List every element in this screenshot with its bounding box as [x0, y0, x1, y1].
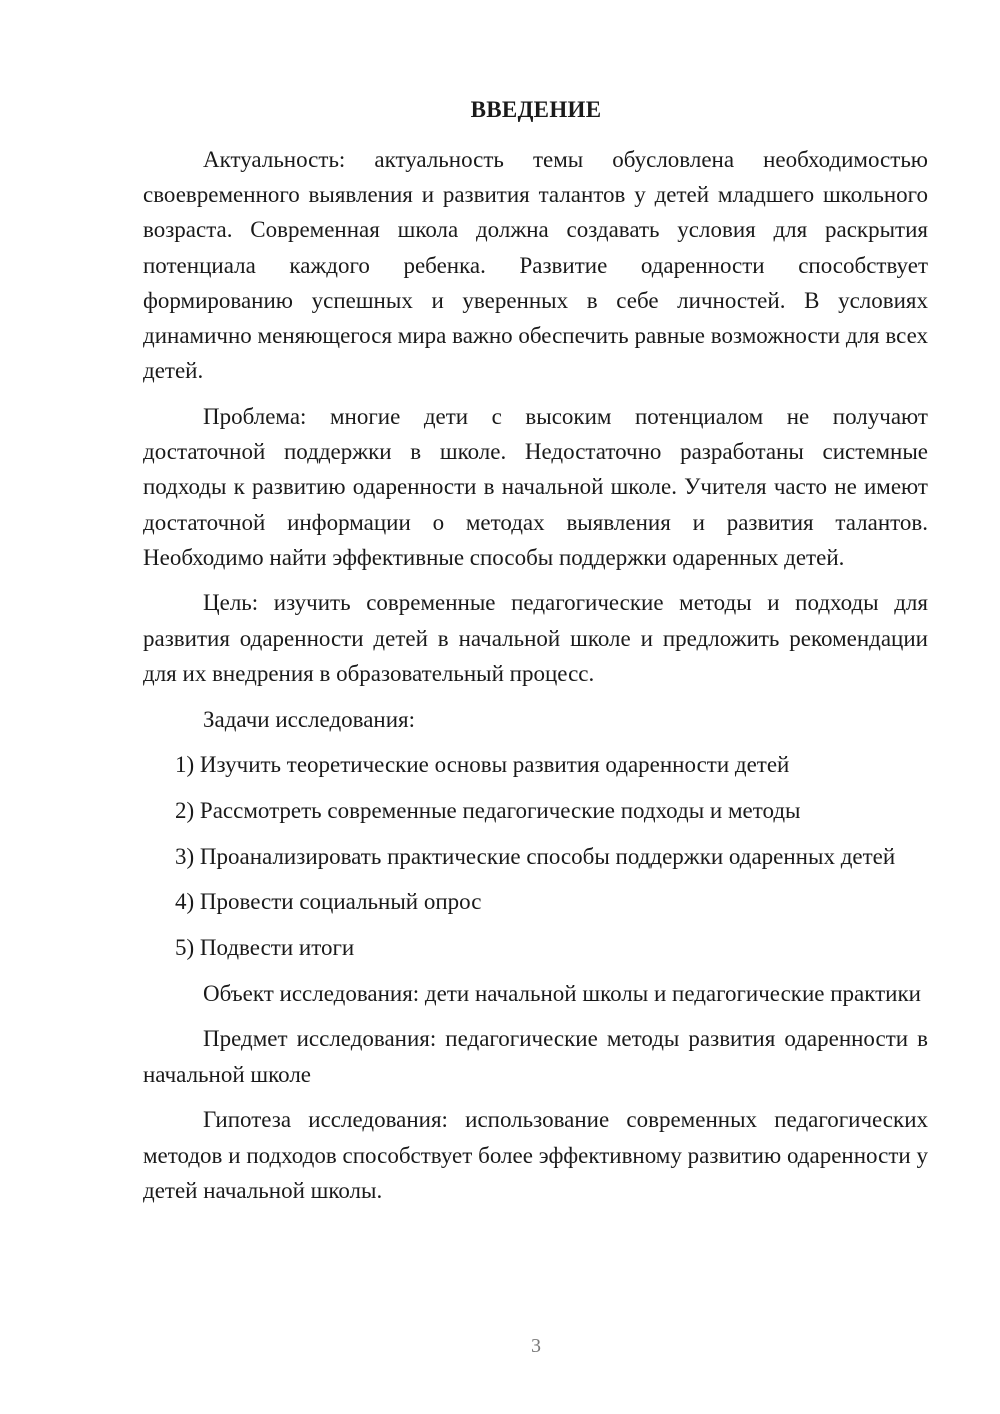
- task-item-5: 5) Подвести итоги: [175, 935, 355, 961]
- paragraph-object: Объект исследования: дети начальной школы и педагогические практики: [203, 980, 921, 1006]
- section-title: ВВЕДЕНИЕ: [470, 97, 602, 122]
- paragraph-tasks-heading: Задачи исследования:: [203, 706, 416, 732]
- task-item-3: 3) Проанализировать практические способы поддержки одаренных детей: [175, 843, 896, 869]
- task-item-2: 2) Рассмотреть современные педагогические подходы и методы: [175, 797, 801, 823]
- paragraph-relevance: Актуальность: актуальность темы обусловлена необходимостью своевременного выявления и развития талантов у детей младшего школьного возраста. Современная школа должна создавать условия для раскрытия потенциала каждого ребенка. Развитие одаренности способствует формированию успешных и уверенных в себе личностей. В условиях динамично меняющегося мира важно обеспечить равные возможности для всех детей.: [143, 147, 928, 384]
- task-item-1: 1) Изучить теоретические основы развития одаренности детей: [175, 752, 790, 778]
- paragraph-problem: Проблема: многие дети с высоким потенциалом не получают достаточной поддержки в школе. Недостаточно разработаны системные подходы к развитию одаренности в начальной школе. Учителя часто не имеют достаточной информации о методах выявления и развития талантов. Необходимо найти эффективные способы поддержки одаренных детей.: [143, 403, 928, 570]
- paragraph-hypothesis: Гипотеза исследования: использование современных педагогических методов и подходов способствует более эффективному развитию одаренности у детей начальной школы.: [143, 1107, 928, 1203]
- page-number: 3: [531, 1335, 541, 1357]
- document-body: [143, 142, 928, 1218]
- task-item-4: 4) Провести социальный опрос: [175, 889, 482, 915]
- paragraph-subject: Предмет исследования: педагогические методы развития одаренности в начальной школе: [143, 1026, 928, 1087]
- paragraph-goal: Цель: изучить современные педагогические методы и подходы для развития одаренности детей в начальной школе и предложить рекомендации для их внедрения в образовательный процесс.: [143, 590, 928, 686]
